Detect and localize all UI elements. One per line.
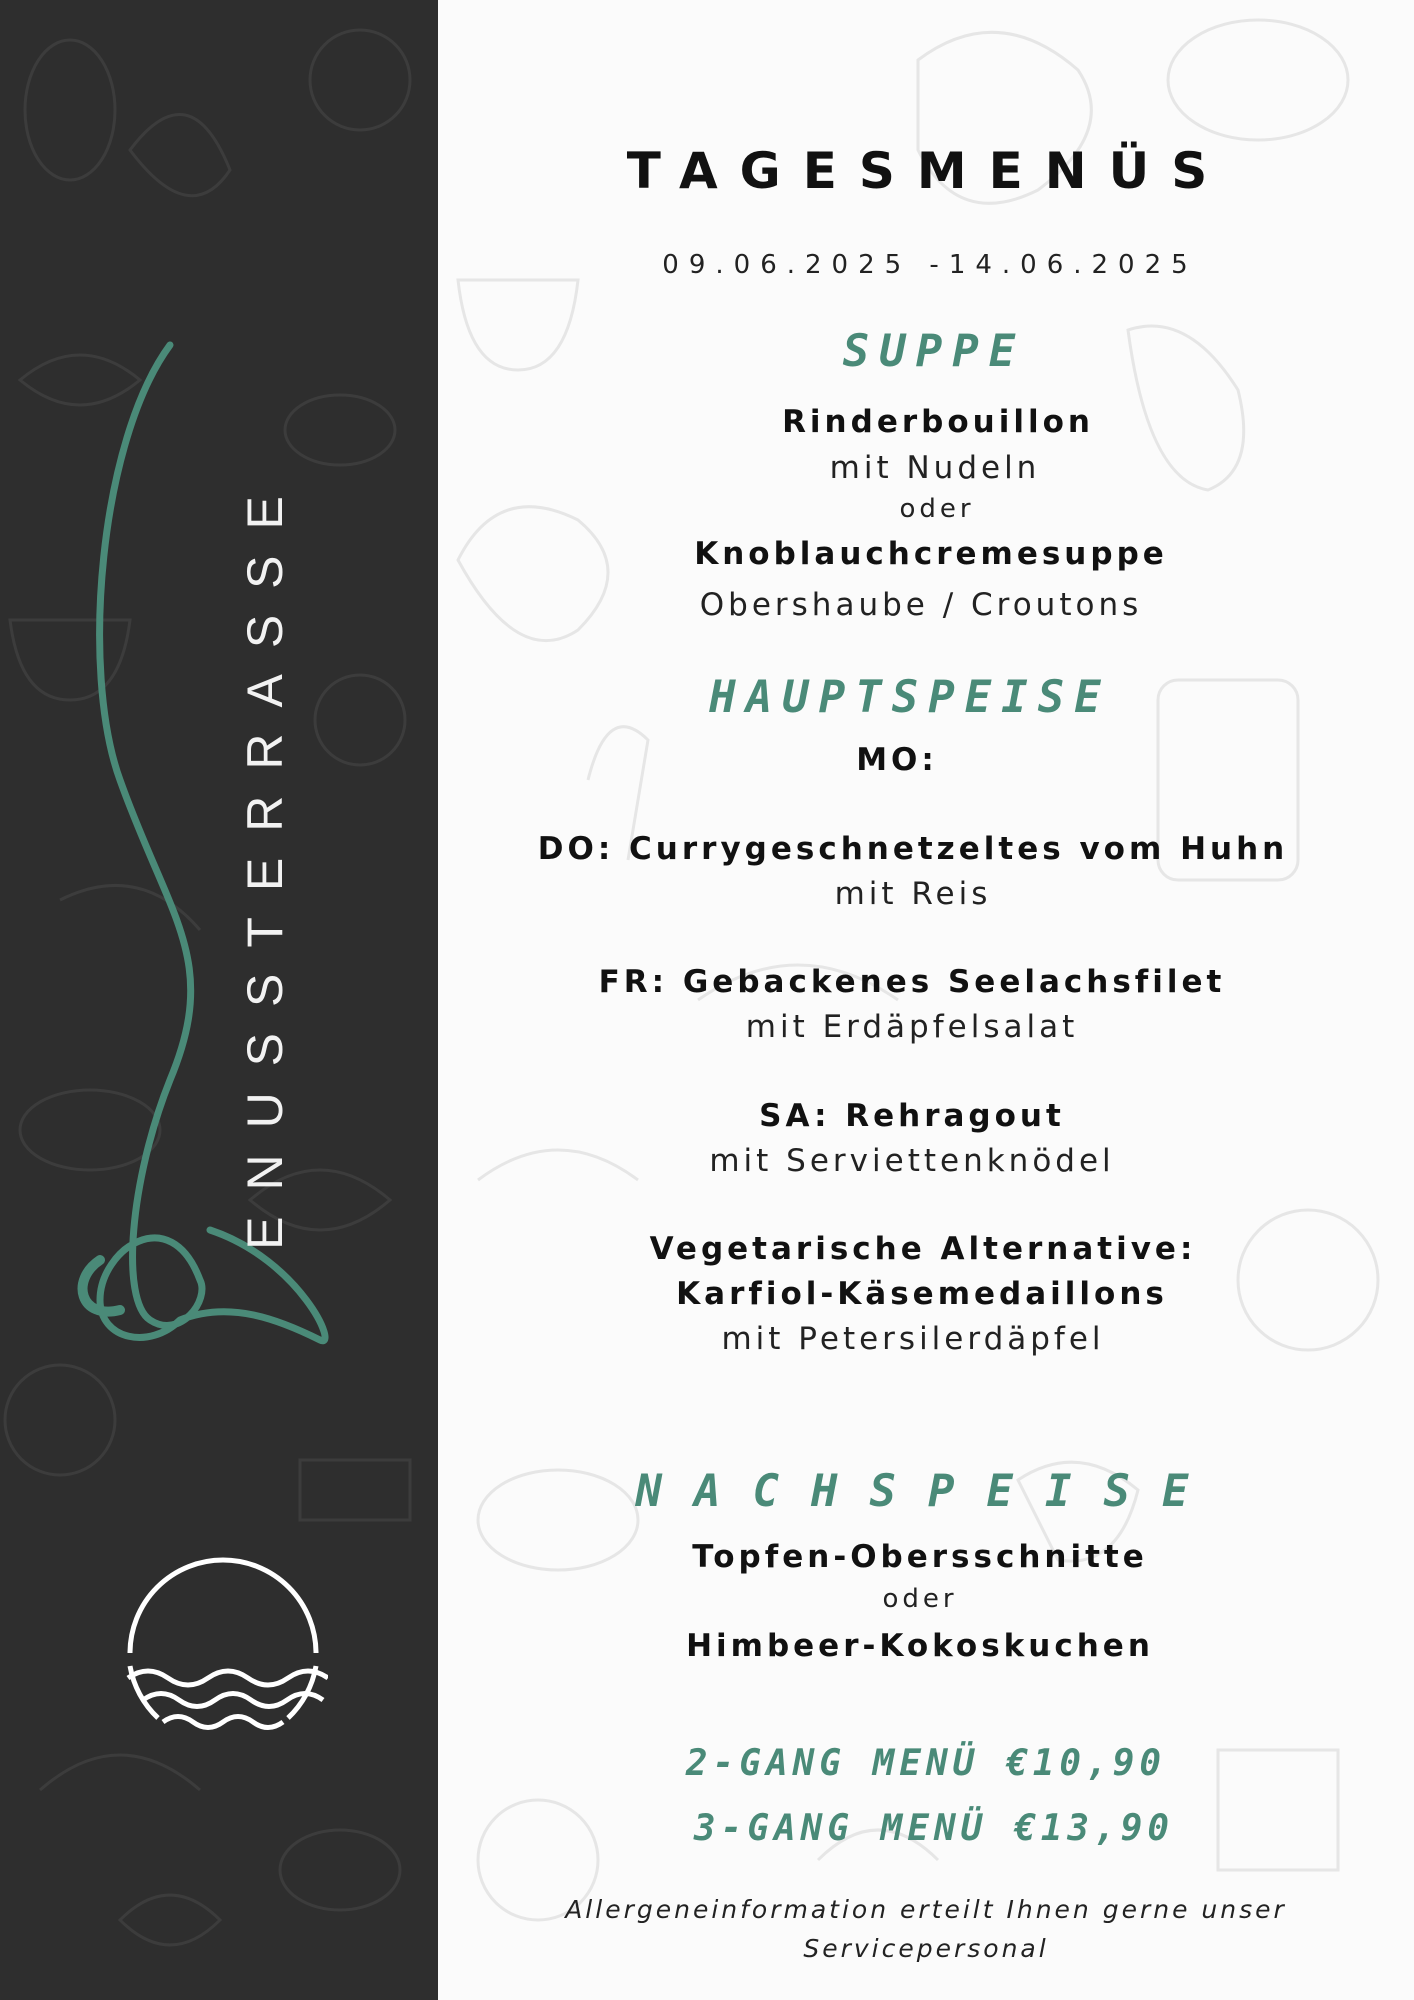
main-mo-label: MO: [856, 742, 938, 778]
soup-option2-name: Knoblauchcremesuppe [694, 536, 1168, 572]
vegetarian-side: mit Petersilerdäpfel [721, 1321, 1105, 1357]
main-do-dish: DO: Currygeschnetzeltes vom Huhn [537, 831, 1289, 867]
main-fr-dish: FR: Gebackenes Seelachsfilet [598, 964, 1226, 1000]
allergen-note-line2: Servicepersonal [803, 1934, 1049, 1963]
date-range: 09.06.2025 -14.06.2025 [662, 250, 1198, 280]
brand-name: ENUSSTERRASSE [237, 470, 293, 1250]
main-do-side: mit Reis [834, 876, 992, 912]
page-title: TAGESMENÜS [626, 142, 1230, 200]
soup-option1-side: mit Nudeln [829, 450, 1041, 486]
brand-sidebar [0, 0, 438, 2000]
menu-panel [438, 0, 1414, 2000]
vegetarian-dish: Karfiol-Käsemedaillons [676, 1276, 1168, 1312]
sun-over-waves-logo-icon [118, 1548, 328, 1758]
price-three-course: 3-GANG MENÜ €13,90 [693, 1808, 1175, 1849]
food-doodle-background [438, 0, 1414, 2000]
vegetarian-label: Vegetarische Alternative: [649, 1231, 1197, 1267]
dessert-option1: Topfen-Obersschnitte [692, 1539, 1148, 1575]
dessert-option2: Himbeer-Kokoskuchen [686, 1628, 1154, 1664]
script-g-swirl-icon [60, 320, 400, 1360]
soup-option1-name: Rinderbouillon [782, 404, 1094, 440]
dessert-separator: oder [882, 1584, 958, 1614]
main-course-heading: HAUPTSPEISE [709, 672, 1111, 723]
main-fr-side: mit Erdäpfelsalat [745, 1009, 1079, 1045]
price-two-course: 2-GANG MENÜ €10,90 [685, 1743, 1167, 1784]
allergen-note-line1: Allergeneinformation erteilt Ihnen gerne unser [565, 1895, 1287, 1924]
soup-heading: SUPPE [842, 326, 1026, 377]
main-sa-side: mit Serviettenknödel [709, 1143, 1115, 1179]
main-sa-dish: SA: Rehragout [759, 1098, 1065, 1134]
soup-separator: oder [899, 494, 975, 524]
dessert-heading: NACHSPEISE [635, 1466, 1221, 1517]
soup-option2-side: Obershaube / Croutons [699, 587, 1143, 623]
